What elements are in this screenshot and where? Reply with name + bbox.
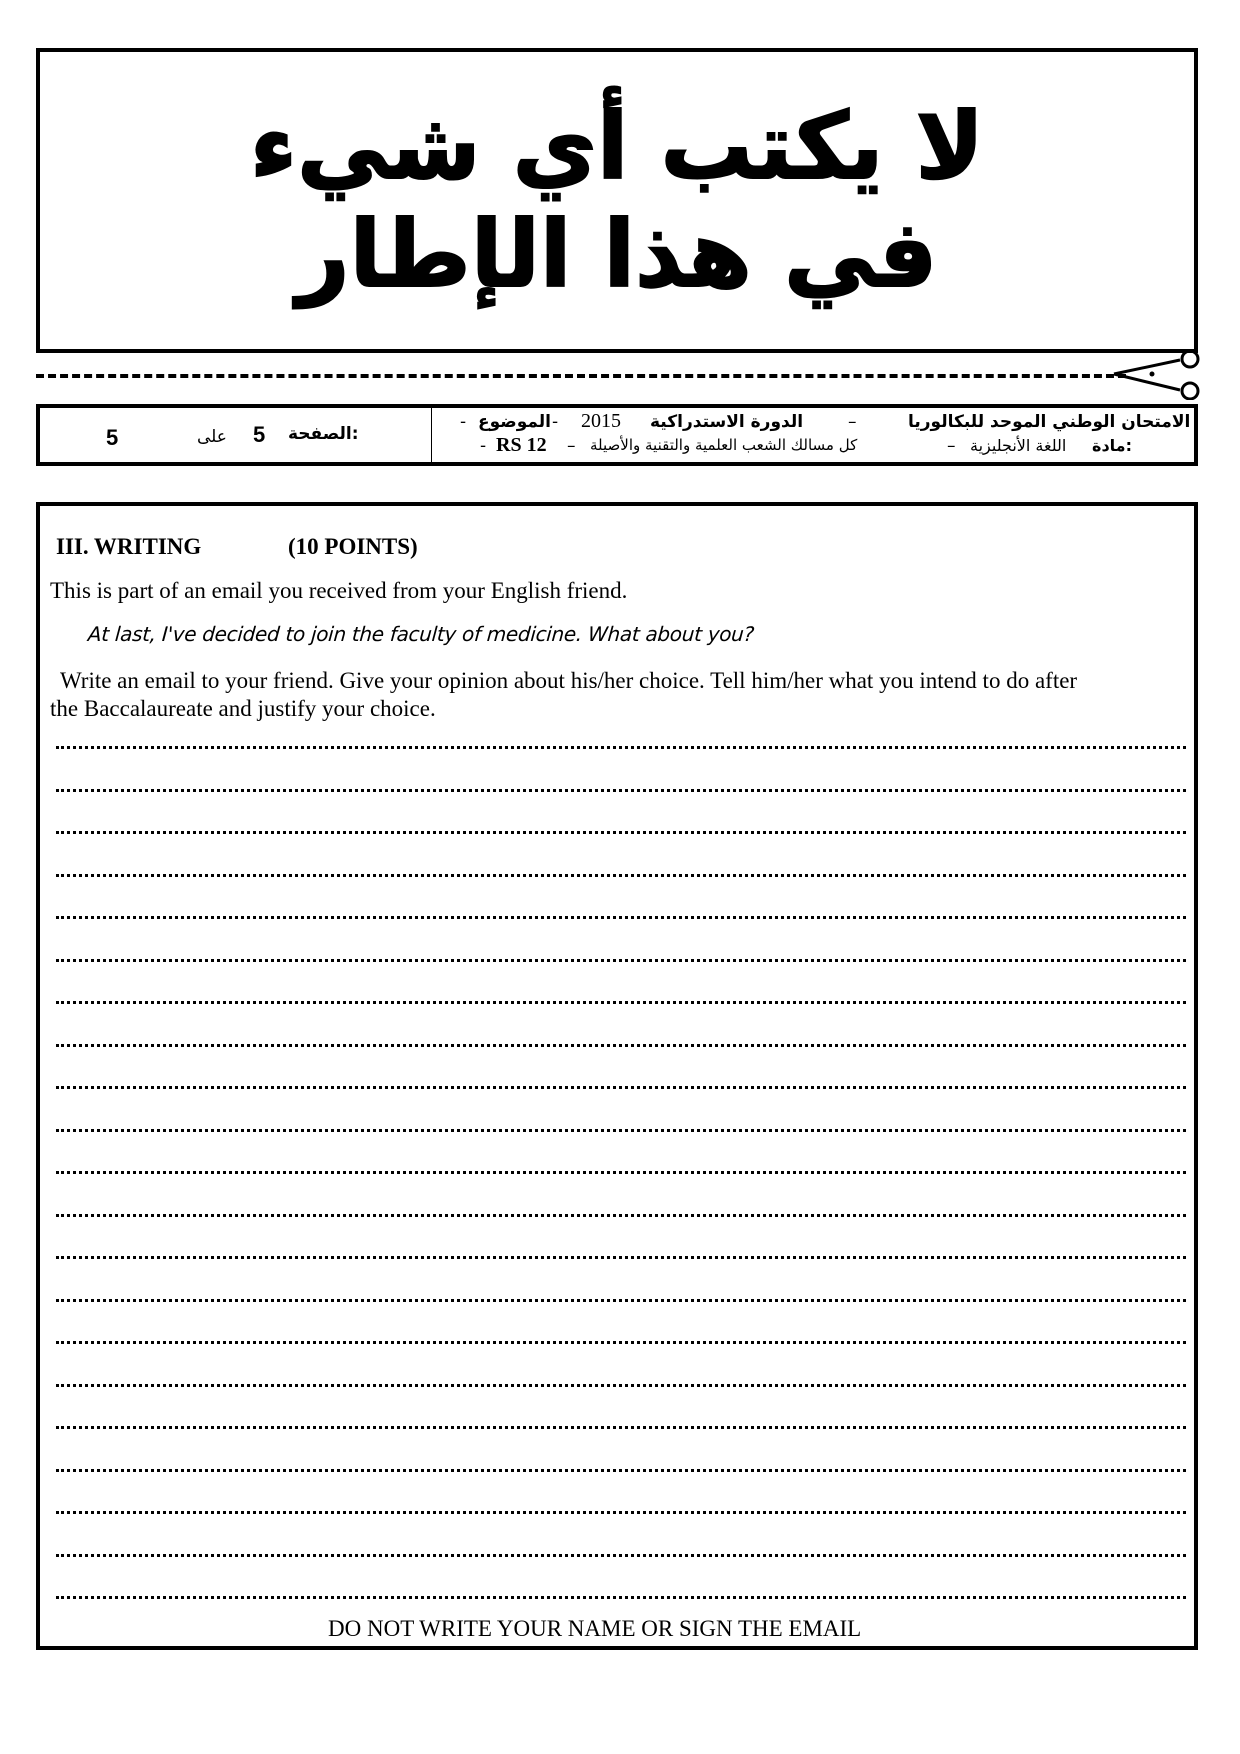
exam-year: 2015 [581,410,621,432]
section-points: (10 POINTS) [288,534,418,559]
intro-text: This is part of an email you received from your English friend. [50,578,628,603]
writing-line[interactable] [56,1426,1186,1429]
total-pages: 5 [106,425,119,450]
subject-title-label: الموضوع [478,412,551,432]
writing-line[interactable] [56,1086,1186,1089]
writing-line[interactable] [56,874,1186,877]
exam-streams: كل مسالك الشعب العلمية والتقنية والأصيلة [590,436,858,454]
task-line-2: the Baccalaureate and justify your choice. [50,696,436,721]
subject-key: مادة: [1092,436,1132,455]
header-divider [431,408,432,462]
header-line-2: - RS 12 – كل مسالك الشعب العلمية والتقنية والأصيلة – اللغة الأنجليزية مادة: [480,434,1132,456]
page-label: الصفحة: [288,424,359,444]
writing-line[interactable] [56,1001,1186,1004]
email-quote: At last, I've decided to join the faculty of medicine. What about you? [87,622,755,646]
scissors-icon [1110,350,1210,400]
header-line-1: - الموضوع - 2015 الدورة الاستدراكية – الامتحان الوطني الموحد للبكالوريا [460,410,1191,432]
exam-header [36,404,1198,466]
exam-session: الدورة الاستدراكية [650,412,804,432]
writing-line[interactable] [56,1171,1186,1174]
writing-line[interactable] [56,789,1186,792]
writing-line[interactable] [56,1129,1186,1132]
writing-line[interactable] [56,1469,1186,1472]
cut-line [36,374,1126,378]
task-line-1: Write an email to your friend. Give your opinion about his/her choice. Tell him/her what you intend to do after [60,668,1078,693]
exam-subject: اللغة الأنجليزية [970,436,1067,455]
writing-line[interactable] [56,916,1186,919]
writing-line[interactable] [56,1554,1186,1557]
writing-line[interactable] [56,1214,1186,1217]
writing-line[interactable] [56,1341,1186,1344]
of-label: على [197,427,227,447]
writing-line[interactable] [56,1256,1186,1259]
writing-line[interactable] [56,1044,1186,1047]
writing-line[interactable] [56,1596,1186,1599]
footer-notice: DO NOT WRITE YOUR NAME OR SIGN THE EMAIL [328,1616,862,1641]
no-write-line-2: في هذا الإطار [296,200,938,308]
writing-line[interactable] [56,746,1186,749]
page-number: 5 [253,422,266,447]
no-write-frame [36,48,1198,353]
writing-line[interactable] [56,959,1186,962]
writing-section [36,502,1198,1650]
exam-code: RS 12 [496,434,547,456]
section-heading: III. WRITING [56,534,202,559]
no-write-line-1: لا يكتب أي شيء [249,92,985,200]
writing-line[interactable] [56,831,1186,834]
writing-line[interactable] [56,1511,1186,1514]
writing-line[interactable] [56,1299,1186,1302]
writing-line[interactable] [56,1384,1186,1387]
exam-name: الامتحان الوطني الموحد للبكالوريا [908,412,1191,432]
